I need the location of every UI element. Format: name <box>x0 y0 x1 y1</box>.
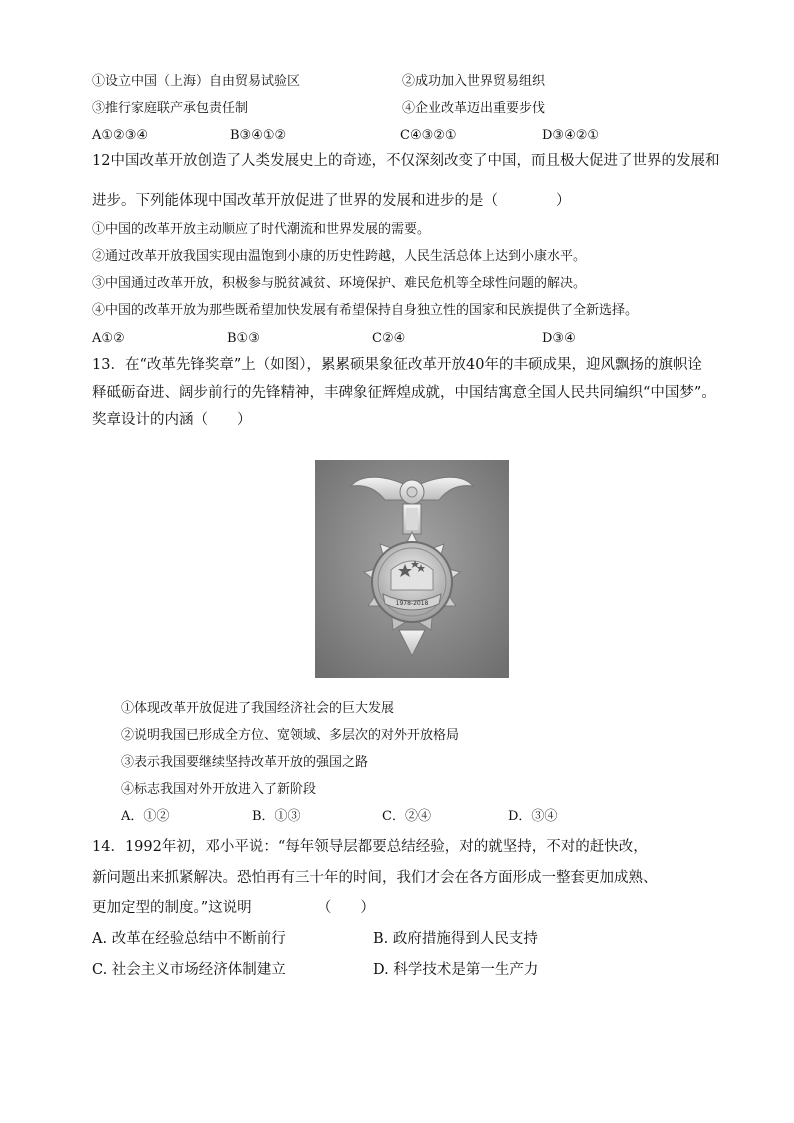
q14-stem-line-1: 14．1992年初，邓小平说：“每年领导层都要总结经验，对的就坚持，不对的赶快改， <box>92 839 648 855</box>
q14-stem-line-2: 新问题出来抓紧解决。恐怕再有三十年的时间，我们才会在各方面形成一整套更加成熟、 <box>92 870 658 886</box>
q12-choice-a: A①② <box>92 331 125 346</box>
q11-option-3: ③推行家庭联产承包责任制 <box>92 101 249 116</box>
q12-option-4: ④中国的改革开放为那些既希望加快发展有希望保持自身独立性的国家和民族提供了全新选择。 <box>92 303 639 318</box>
q13-stem-line-2: 释砥砺奋进、阔步前行的先锋精神，丰碑象征辉煌成就，中国结寓意全国人民共同编织“中国梦”。 <box>92 385 716 401</box>
q12-choice-d: D③④ <box>542 331 576 346</box>
medal-svg <box>315 460 509 678</box>
q13-choice-b: B．①③ <box>252 809 301 824</box>
q14-stem-line-3: 更加定型的制度。”这说明 （ ） <box>92 900 375 916</box>
medal-years-text: 1978-2018 <box>395 600 429 607</box>
q12-stem-line-1: 12中国改革开放创造了人类发展史上的奇迹，不仅深刻改变了中国，而且极大促进了世界的发展和 <box>92 153 720 169</box>
q11-option-2: ②成功加入世界贸易组织 <box>402 74 546 89</box>
q14-choice-c: C. 社会主义市场经济体制建立 <box>92 962 286 978</box>
q11-choice-a: A①②③④ <box>92 128 149 143</box>
q12-option-1: ①中国的改革开放主动顺应了时代潮流和世界发展的需要。 <box>92 222 431 237</box>
q11-choice-c: C④③②① <box>400 128 457 143</box>
q11-choice-b: B③④①② <box>230 128 287 143</box>
q12-option-3: ③中国通过改革开放，积极参与脱贫减贫、环境保护、难民危机等全球性问题的解决。 <box>92 276 587 291</box>
q11-option-1: ①设立中国（上海）自由贸易试验区 <box>92 74 301 89</box>
q13-option-2: ②说明我国已形成全方位、宽领域、多层次的对外开放格局 <box>121 728 460 743</box>
q14-choice-d: D. 科学技术是第一生产力 <box>373 962 539 978</box>
q13-stem-line-3: 奖章设计的内涵（ ） <box>92 412 252 428</box>
q14-choice-b: B. 政府措施得到人民支持 <box>373 931 538 947</box>
q13-choice-d: D．③④ <box>508 809 558 824</box>
q11-choice-d: D③④②① <box>542 128 600 143</box>
medal-image <box>315 460 509 678</box>
q12-choice-b: B①③ <box>227 331 260 346</box>
q12-option-2: ②通过改革开放我国实现由温饱到小康的历史性跨越，人民生活总体上达到小康水平。 <box>92 249 587 264</box>
q12-choice-c: C②④ <box>372 331 406 346</box>
q13-option-4: ④标志我国对外开放进入了新阶段 <box>121 782 317 797</box>
q14-choice-a: A. 改革在经验总结中不断前行 <box>92 931 286 947</box>
q13-choice-a: A．①② <box>121 809 170 824</box>
q12-stem-line-2: 进步。下列能体现中国改革开放促进了世界的发展和进步的是（ ） <box>92 193 571 209</box>
q11-option-4: ④企业改革迈出重要步伐 <box>402 101 546 116</box>
q13-stem-line-1: 13．在“改革先锋奖章”上（如图），累累硕果象征改革开放40年的丰硕成果，迎风飘扬的旗帜诠 <box>92 357 702 373</box>
q13-choice-c: C．②④ <box>382 809 431 824</box>
q13-option-1: ①体现改革开放促进了我国经济社会的巨大发展 <box>121 701 395 716</box>
q13-option-3: ③表示我国要继续坚持改革开放的强国之路 <box>121 755 369 770</box>
